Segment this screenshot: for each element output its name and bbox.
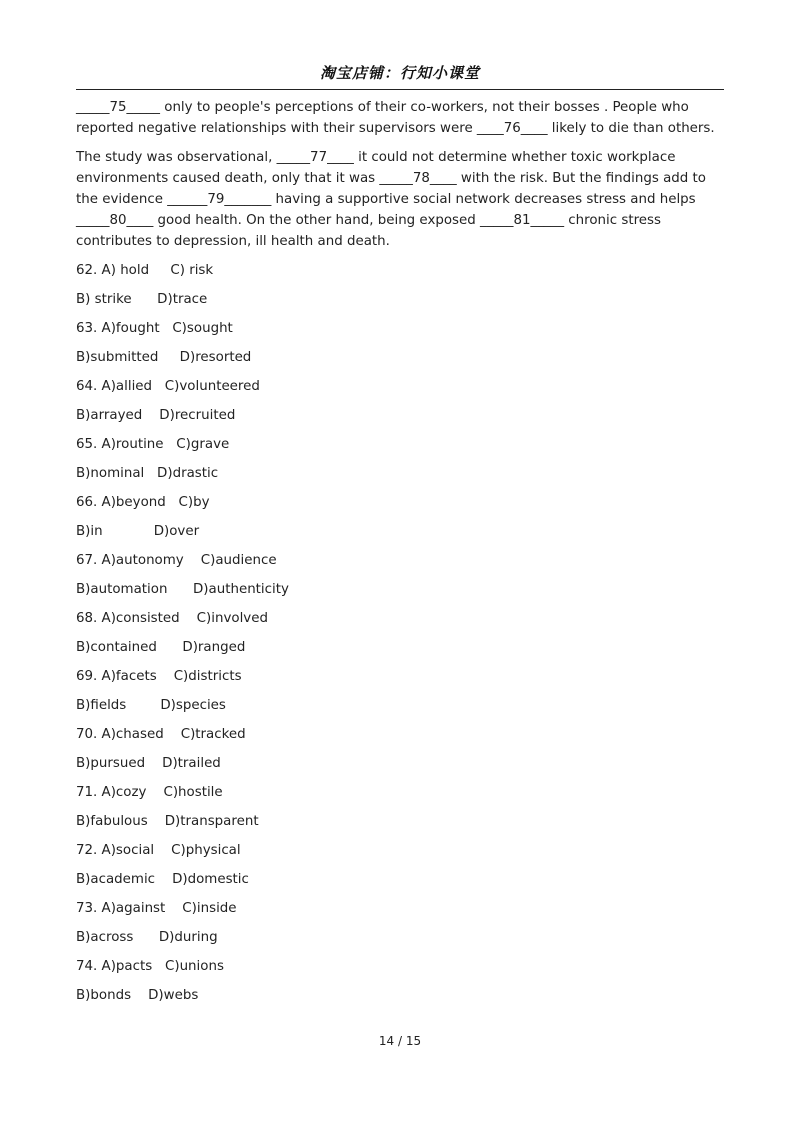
question-71-options-bd: B)fabulous D)transparent [76,814,259,829]
question-65-options-ac: 65. A)routine C)grave [76,437,230,452]
passage-paragraph-2 [76,147,726,252]
question-73-options-ac: 73. A)against C)inside [76,901,237,916]
passage-line: the evidence ______79_______ having a supportive social network decreases stress and helps [76,192,696,207]
question-68-options-bd: B)contained D)ranged [76,640,246,655]
page-number: 14 / 15 [378,1034,422,1048]
question-64-options-bd: B)arrayed D)recruited [76,408,236,423]
passage-line: _____75_____ only to people's perceptions of their co-workers, not their bosses . People who [76,100,689,115]
question-74-options-ac: 74. A)pacts C)unions [76,959,224,974]
header-divider [76,89,724,90]
question-67-options-bd: B)automation D)authenticity [76,582,289,597]
passage-line: reported negative relationships with their supervisors were ____76____ likely to die than others. [76,121,715,136]
question-69-options-bd: B)fields D)species [76,698,226,713]
question-69-options-ac: 69. A)facets C)districts [76,669,242,684]
passage-line: environments caused death, only that it was _____78____ with the risk. But the findings add to [76,171,706,186]
question-66-options-bd: B)in D)over [76,524,200,539]
question-73-options-bd: B)across D)during [76,930,218,945]
question-72-options-bd: B)academic D)domestic [76,872,249,887]
question-72-options-ac: 72. A)social C)physical [76,843,241,858]
question-64-options-ac: 64. A)allied C)volunteered [76,379,260,394]
question-68-options-ac: 68. A)consisted C)involved [76,611,268,626]
question-63-options-ac: 63. A)fought C)sought [76,321,233,336]
answer-options-list [76,260,289,1014]
page-header: 淘宝店铺：行知小课堂 [319,64,480,82]
question-70-options-bd: B)pursued D)trailed [76,756,221,771]
question-66-options-ac: 66. A)beyond C)by [76,495,210,510]
question-65-options-bd: B)nominal D)drastic [76,466,219,481]
passage-line: The study was observational, _____77____ it could not determine whether toxic workplace [76,150,676,165]
question-62-options-ac: 62. A) hold C) risk [76,263,214,278]
question-74-options-bd: B)bonds D)webs [76,988,199,1003]
question-70-options-ac: 70. A)chased C)tracked [76,727,246,742]
passage-line: contributes to depression, ill health and death. [76,234,390,249]
question-63-options-bd: B)submitted D)resorted [76,350,252,365]
question-71-options-ac: 71. A)cozy C)hostile [76,785,223,800]
question-62-options-bd: B) strike D)trace [76,292,208,307]
passage-paragraph-1 [76,97,726,139]
question-67-options-ac: 67. A)autonomy C)audience [76,553,277,568]
passage-line: _____80____ good health. On the other hand, being exposed _____81_____ chronic stress [76,213,661,228]
